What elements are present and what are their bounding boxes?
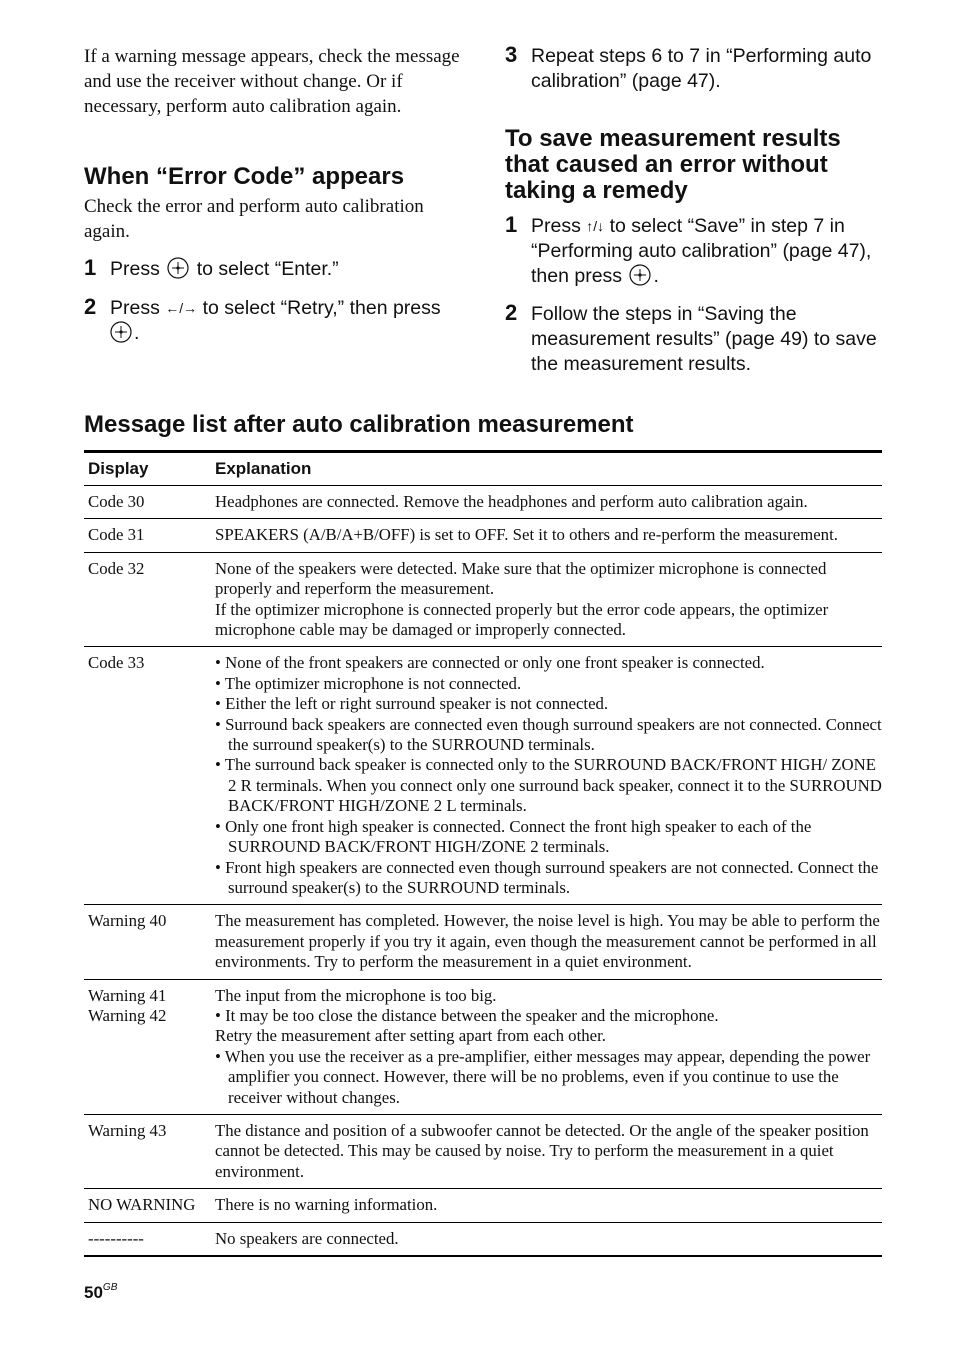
explanation-cell xyxy=(211,1189,882,1222)
table-row xyxy=(84,519,882,552)
display-code: NO WARNING xyxy=(88,1195,196,1215)
step-number: 1 xyxy=(84,255,97,280)
error-step-3 xyxy=(505,44,890,94)
display-cell xyxy=(84,1114,211,1188)
step-text-pre: Press xyxy=(110,297,160,319)
explanation-cell xyxy=(211,552,882,647)
table-row xyxy=(84,647,882,905)
bullet-item: • Front high speakers are connected even though surround speakers are not connected. Connect the surround speaker(s) to the SURROUND terminals. xyxy=(215,857,879,897)
save-step-2 xyxy=(505,302,890,377)
explanation-text: There is no warning information. xyxy=(215,1195,438,1215)
explanation-cell xyxy=(211,1222,882,1256)
display-cell xyxy=(84,647,211,905)
display-code: Warning 40 xyxy=(88,911,167,931)
column-header-display: Display xyxy=(84,452,211,486)
bullet-item: • None of the front speakers are connected or only one front speaker is connected. xyxy=(215,653,765,673)
explanation-cell xyxy=(211,1114,882,1188)
display-cell xyxy=(84,1189,211,1222)
step-number: 1 xyxy=(505,212,518,237)
explanation-text: Retry the measurement after setting apart from each other. xyxy=(215,1026,606,1046)
bullet-item: • The surround back speaker is connected only to the SURROUND BACK/FRONT HIGH/ ZONE 2 R terminals. When you connect only one surround back speaker, connect it to the SURROUND BACK/FRONT HIGH/ZONE 2 L terminals. xyxy=(215,755,882,816)
bullet-item: • When you use the receiver as a pre-amplifier, either messages may appear, depending the power amplifier you connect. However, there will be no problems, even if you continue to use the receiver without changes. xyxy=(215,1046,871,1107)
display-cell xyxy=(84,486,211,519)
message-table xyxy=(84,450,882,1257)
display-code: Code 30 xyxy=(88,492,145,511)
intro-paragraph: If a warning message appears, check the message and use the receiver without change. Or if necessary, perform auto calibration again. xyxy=(84,46,460,117)
page-number xyxy=(84,1282,117,1303)
explanation-cell xyxy=(211,647,882,905)
explanation-text: If the optimizer microphone is connected properly but the error code appears, the optimizer microphone cable may be damaged or improperly connected. xyxy=(215,599,829,640)
step-number: 2 xyxy=(84,294,97,319)
bullet-item: • Either the left or right surround speaker is not connected. xyxy=(215,694,609,714)
display-code: Code 32 xyxy=(88,558,145,578)
bullet-item: • Surround back speakers are connected even though surround speakers are not connected. Connect the surround speaker(s) to the SURROUND terminals. xyxy=(215,714,882,755)
save-step-1 xyxy=(505,214,890,289)
table-row xyxy=(84,1189,882,1222)
display-code: Warning 41 xyxy=(88,985,167,1005)
table-row xyxy=(84,552,882,647)
explanation-text: The input from the microphone is too big. xyxy=(215,985,497,1005)
left-column xyxy=(84,44,464,346)
explanation-text: None of the speakers were detected. Make sure that the optimizer microphone is connected properly and reperform the measurement. xyxy=(215,558,827,599)
display-code: Code 31 xyxy=(88,525,145,545)
left-right-arrows-icon: ←/→ xyxy=(165,300,198,316)
up-down-arrows-icon: ↑/↓ xyxy=(586,218,605,234)
step-text-mid: to select “Save” in step 7 in “Performing auto calibration” (page 47), then press xyxy=(531,215,872,287)
step-text: Follow the steps in “Saving the measurement results” (page 49) to save the measurement results. xyxy=(531,303,877,375)
explanation-text: SPEAKERS (A/B/A+B/OFF) is set to OFF. Set it to others and re-perform the measurement. xyxy=(215,525,838,545)
display-cell xyxy=(84,552,211,647)
table-row xyxy=(84,979,882,1114)
explanation-text: Headphones are connected. Remove the headphones and perform auto calibration again. xyxy=(215,492,808,511)
bullet-item: • The optimizer microphone is not connected. xyxy=(215,673,522,693)
step-text-end: . xyxy=(134,322,140,344)
enter-button-icon xyxy=(110,321,132,343)
bullet-item: • Only one front high speaker is connected. Connect the front high speaker to each of the SURROUND BACK/FRONT HIGH/ZONE 2 terminals. xyxy=(215,816,812,857)
table-row xyxy=(84,1114,882,1188)
message-list-title: Message list after auto calibration measurement xyxy=(84,411,634,438)
right-column xyxy=(505,44,890,377)
display-cell xyxy=(84,979,211,1114)
page-region-suffix: GB xyxy=(102,1282,118,1293)
explanation-text: The distance and position of a subwoofer cannot be detected. Or the angle of the speaker position cannot be detected. This may be caused by noise. Try to perform the measurement in a quiet environment. xyxy=(215,1120,869,1181)
page-number-value: 50 xyxy=(84,1283,103,1302)
display-cell xyxy=(84,905,211,979)
enter-button-icon xyxy=(629,264,651,286)
table-row xyxy=(84,486,882,519)
bullet-item: • It may be too close the distance between the speaker and the microphone. xyxy=(215,1005,719,1025)
step-text-pre: Press xyxy=(531,215,581,237)
error-code-description: Check the error and perform auto calibration again. xyxy=(84,196,424,242)
step-text-post: to select “Retry,” then press xyxy=(202,297,441,319)
display-code: Warning 43 xyxy=(88,1120,167,1140)
display-code: Warning 42 xyxy=(88,1005,167,1025)
explanation-cell xyxy=(211,979,882,1114)
enter-button-icon xyxy=(167,257,189,279)
display-code: ---------- xyxy=(88,1228,144,1248)
display-cell xyxy=(84,1222,211,1256)
table-row xyxy=(84,905,882,979)
display-code: Code 33 xyxy=(88,653,145,673)
explanation-text: The measurement has completed. However, the noise level is high. You may be able to perform the measurement properly if you try it again, even though the measurement cannot be performed in all environments. Try to perform the measurement in a quiet environment. xyxy=(215,911,880,972)
step-text-pre: Press xyxy=(110,258,160,280)
table-body xyxy=(84,486,882,1257)
step-number: 3 xyxy=(505,42,518,67)
error-code-heading: When “Error Code” appears xyxy=(84,163,405,190)
explanation-cell xyxy=(211,905,882,979)
step-number: 2 xyxy=(505,300,518,325)
step-text-end: . xyxy=(653,265,659,287)
table-header-row xyxy=(84,452,882,486)
explanation-cell xyxy=(211,519,882,552)
explanation-text: No speakers are connected. xyxy=(215,1228,399,1248)
explanation-cell xyxy=(211,486,882,519)
error-step-1 xyxy=(84,257,464,282)
display-cell xyxy=(84,519,211,552)
save-results-heading: To save measurement results that caused an error without taking a remedy xyxy=(505,125,841,204)
step-text: Repeat steps 6 to 7 in “Performing auto calibration” (page 47). xyxy=(531,45,872,92)
table-row xyxy=(84,1222,882,1256)
column-header-explanation: Explanation xyxy=(211,452,882,486)
error-step-2 xyxy=(84,296,464,346)
step-text-post: to select “Enter.” xyxy=(196,258,339,280)
